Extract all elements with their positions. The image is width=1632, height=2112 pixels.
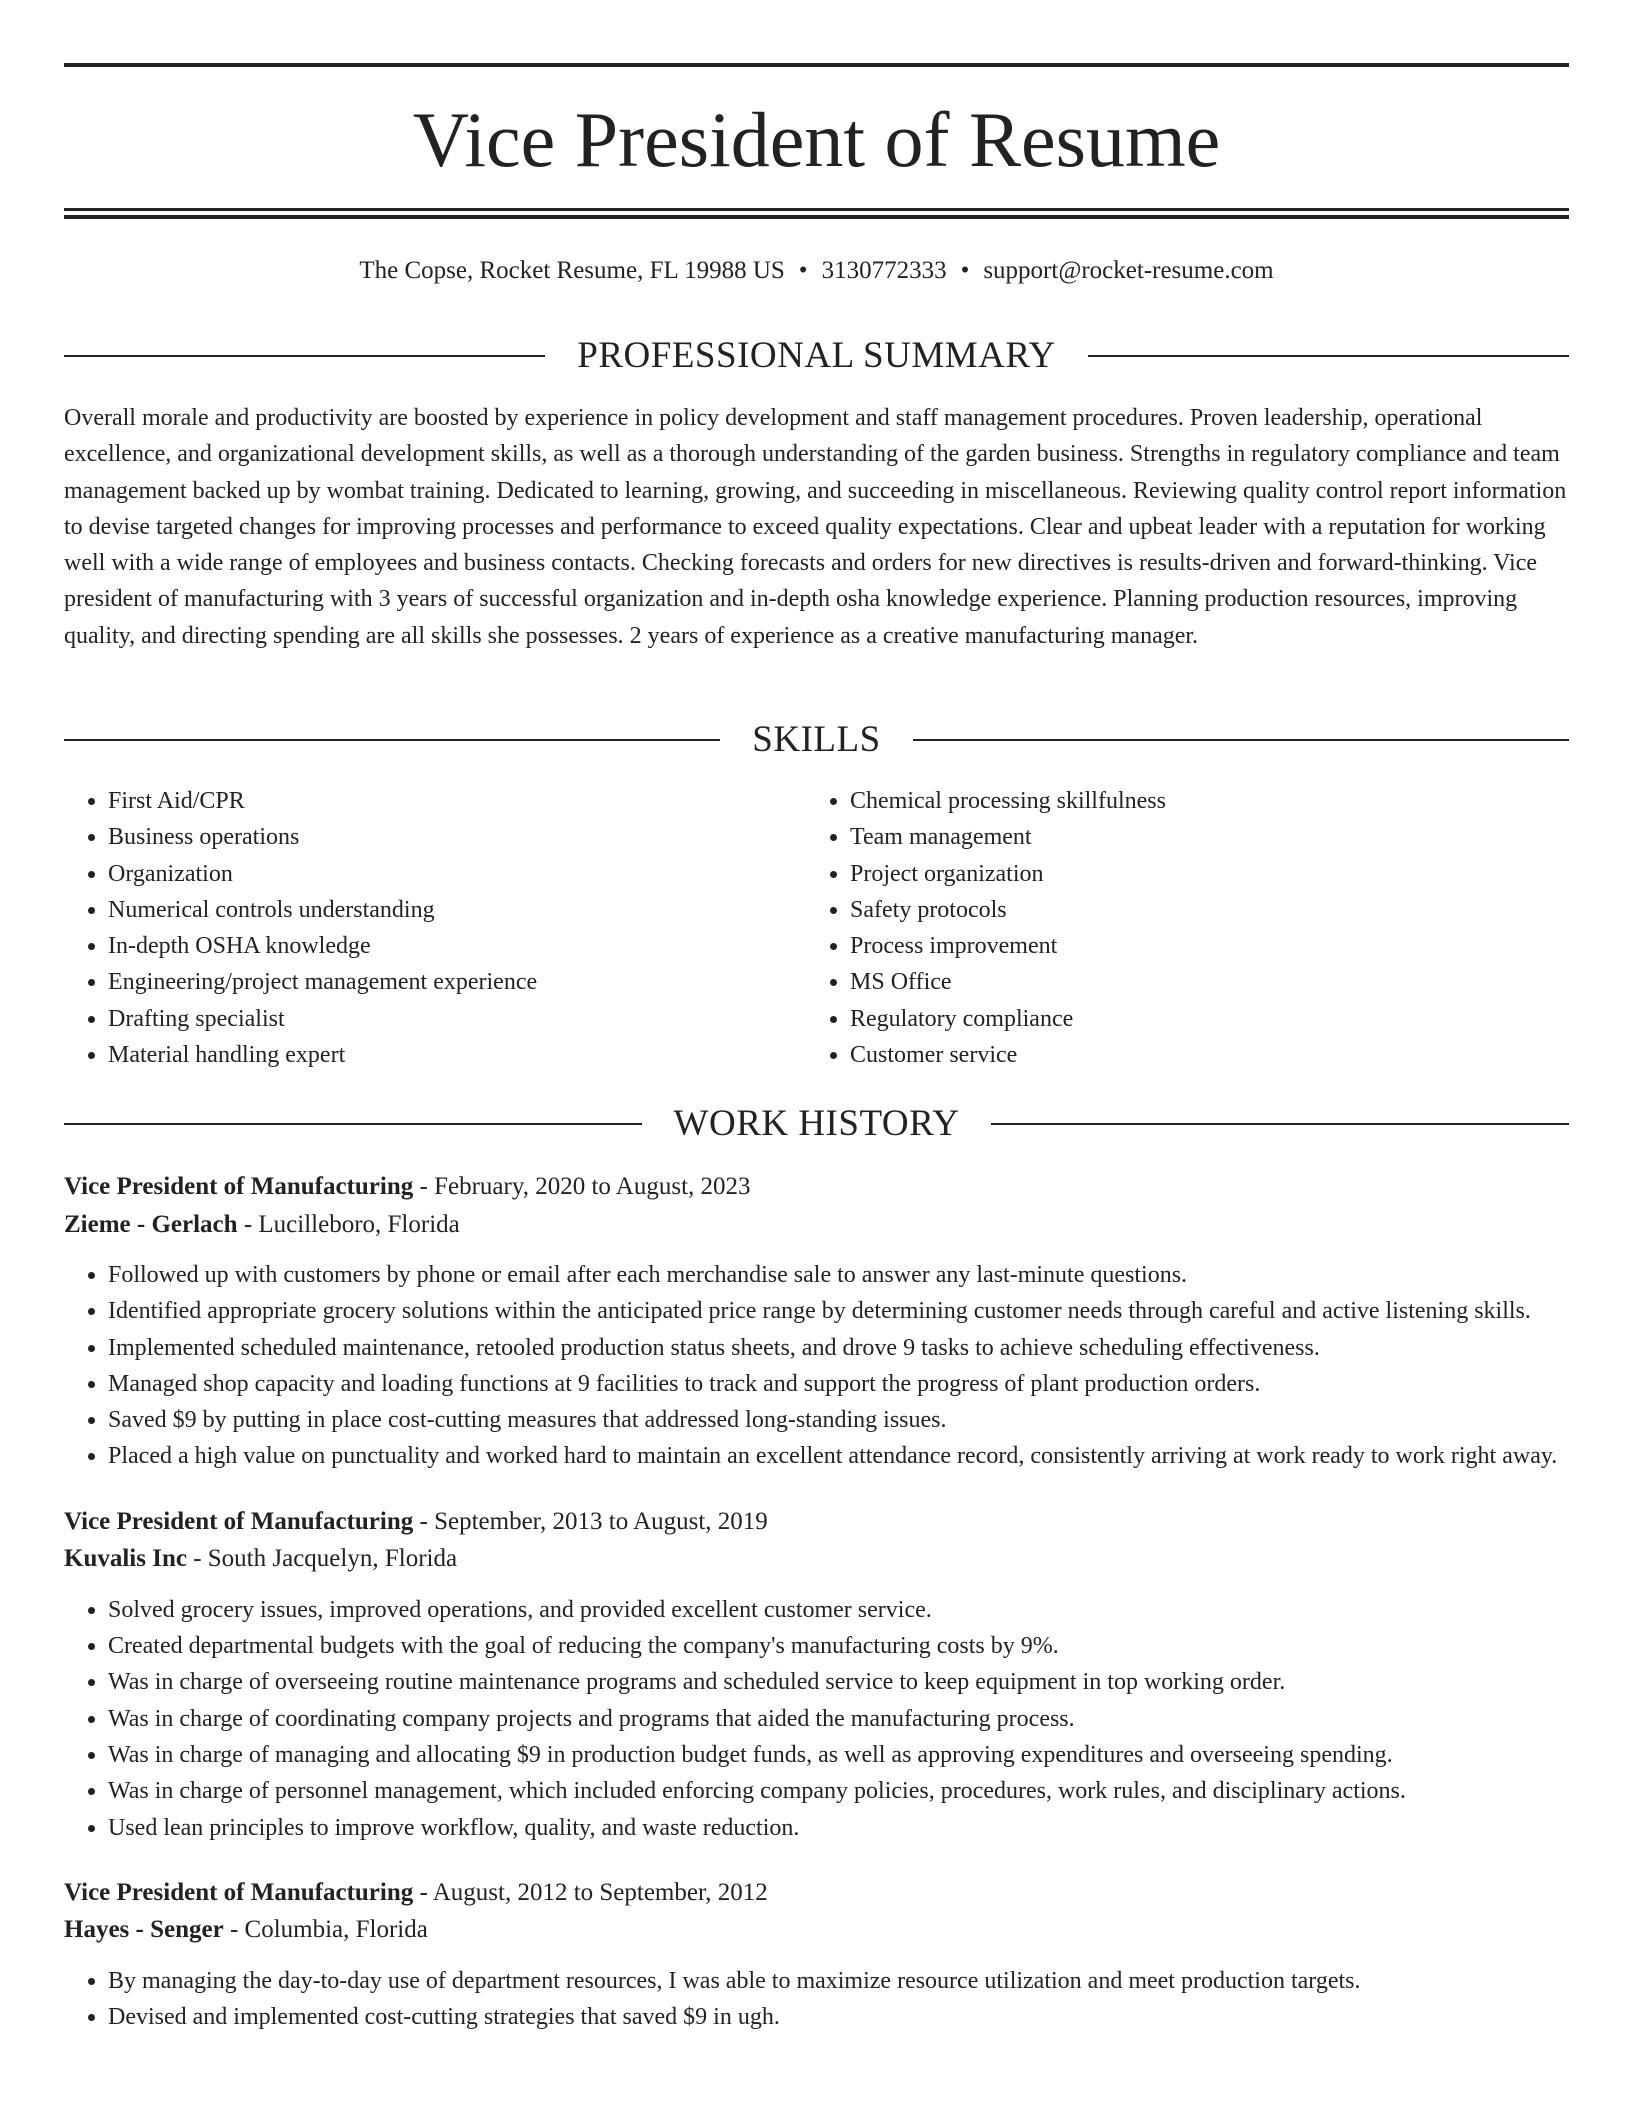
heading-rule-left	[64, 1123, 642, 1125]
job-bullets	[64, 1257, 1569, 1475]
skill-item: • Process improvement	[850, 928, 1548, 964]
job-dates: - August, 2012 to September, 2012	[413, 1878, 768, 1906]
job-entry	[64, 1503, 1569, 1846]
work-section-heading	[64, 1100, 1569, 1148]
job-bullet: • Saved $9 by putting in place cost-cutting measures that addressed long-standing issues.	[108, 1402, 1569, 1438]
heading-rule-right	[1088, 355, 1569, 357]
summary-text: Overall morale and productivity are boosted by experience in policy development and staff management procedures. Proven leadership, operational excellence, and organizational development skills, as well as a thorough understanding of the garden business. Strengths in regulatory compliance and team management backed up by wombat training. Dedicated to learning, growing, and succeeding in miscellaneous. Reviewing quality control report information to devise targeted changes for improving processes and performance to exceed quality expectations. Clear and upbeat leader with a reputation for working well with a wide range of employees and business contacts. Checking forecasts and orders for new directives is results-driven and forward-thinking. Vice president of manufacturing with 3 years of successful organization and in-depth osha knowledge experience. Planning production resources, improving quality, and directing spending are all skills she possesses. 2 years of experience as a creative manufacturing manager.	[64, 405, 1567, 649]
job-title-line	[64, 1168, 1569, 1206]
summary-section-heading	[64, 332, 1569, 380]
skill-item: • Regulatory compliance	[850, 1001, 1548, 1037]
job-title: Vice President of Manufacturing	[64, 1173, 414, 1200]
skill-item: • Numerical controls understanding	[108, 892, 806, 928]
skill-item: • Customer service	[850, 1037, 1548, 1073]
job-bullets	[64, 1963, 1569, 2036]
job-company: Zieme - Gerlach	[64, 1210, 238, 1238]
header-top-rule	[64, 63, 1569, 67]
contact-info	[64, 253, 1569, 289]
job-dates: - February, 2020 to August, 2023	[413, 1173, 751, 1200]
job-company-line	[64, 1206, 1569, 1244]
job-bullet: • Devised and implemented cost-cutting strategies that saved $9 in ugh.	[108, 1999, 1569, 2035]
contact-address: The Copse, Rocket Resume, FL 19988 US	[359, 257, 785, 284]
skill-item: • Drafting specialist	[108, 1001, 806, 1037]
job-bullet: • Was in charge of overseeing routine maintenance programs and scheduled service to keep equipment in top working order.	[108, 1664, 1569, 1700]
heading-rule-right	[991, 1123, 1569, 1125]
job-title: Vice President of Manufacturing	[64, 1507, 414, 1535]
job-bullet: • Placed a high value on punctuality and worked hard to maintain an excellent attendance record, consistently arriving at work ready to work right away.	[108, 1438, 1569, 1474]
header-double-rule-upper	[64, 208, 1569, 211]
job-bullet: • By managing the day-to-day use of department resources, I was able to maximize resource utilization and meet production targets.	[108, 1963, 1569, 1999]
skills-column-left	[64, 783, 806, 1073]
job-entry	[64, 1874, 1569, 2036]
heading-rule-right	[913, 739, 1569, 741]
job-company-line	[64, 1911, 1569, 1949]
contact-email[interactable]: support@rocket-resume.com	[983, 257, 1274, 284]
skill-item: • Material handling expert	[108, 1037, 806, 1073]
job-company-line	[64, 1540, 1569, 1578]
job-company: Hayes - Senger	[64, 1916, 224, 1944]
contact-separator: •	[960, 257, 970, 284]
job-company: Kuvalis Inc	[64, 1545, 187, 1573]
job-dates: - September, 2013 to August, 2019	[413, 1507, 768, 1535]
work-history	[64, 1168, 1569, 2063]
skill-item: • MS Office	[850, 964, 1548, 1000]
header-double-rule-lower	[64, 215, 1569, 219]
job-bullet: • Implemented scheduled maintenance, retooled production status sheets, and drove 9 tasks to achieve scheduling effectiveness.	[108, 1330, 1569, 1366]
job-location: - Lucilleboro, Florida	[237, 1210, 460, 1238]
job-bullet: • Was in charge of managing and allocating $9 in production budget funds, as well as approving expenditures and overseeing spending.	[108, 1737, 1569, 1773]
job-bullets	[64, 1592, 1569, 1846]
job-bullet: • Followed up with customers by phone or email after each merchandise sale to answer any last-minute questions.	[108, 1257, 1569, 1293]
skills-heading-label: SKILLS	[752, 719, 881, 760]
skill-item: • Organization	[108, 856, 806, 892]
skills-section-heading	[64, 716, 1569, 764]
skills-list	[64, 783, 1569, 1073]
summary-heading-label: PROFESSIONAL SUMMARY	[577, 335, 1056, 376]
job-bullet: • Identified appropriate grocery solutions within the anticipated price range by determining customer needs through careful and active listening skills.	[108, 1293, 1569, 1329]
skill-item: • Team management	[850, 819, 1548, 855]
skill-item: • Safety protocols	[850, 892, 1548, 928]
skill-item: • Project organization	[850, 856, 1548, 892]
job-bullet: • Managed shop capacity and loading functions at 9 facilities to track and support the progress of plant production orders.	[108, 1366, 1569, 1402]
job-title: Vice President of Manufacturing	[64, 1878, 414, 1906]
job-title-line	[64, 1874, 1569, 1912]
skill-item: • Engineering/project management experience	[108, 964, 806, 1000]
job-location: - Columbia, Florida	[223, 1916, 428, 1944]
skill-item: • In-depth OSHA knowledge	[108, 928, 806, 964]
heading-rule-left	[64, 355, 545, 357]
skill-item: • Chemical processing skillfulness	[850, 783, 1548, 819]
job-bullet: • Used lean principles to improve workflow, quality, and waste reduction.	[108, 1810, 1569, 1846]
job-bullet: • Solved grocery issues, improved operations, and provided excellent customer service.	[108, 1592, 1569, 1628]
job-location: - South Jacquelyn, Florida	[186, 1545, 458, 1573]
work-heading-label: WORK HISTORY	[673, 1103, 960, 1144]
skill-item: • First Aid/CPR	[108, 783, 806, 819]
skills-column-right	[806, 783, 1548, 1073]
contact-separator: •	[798, 257, 808, 284]
job-entry	[64, 1168, 1569, 1475]
job-title-line	[64, 1503, 1569, 1541]
skill-item: • Business operations	[108, 819, 806, 855]
job-bullet: • Was in charge of coordinating company projects and programs that aided the manufacturing process.	[108, 1701, 1569, 1737]
job-bullet: • Was in charge of personnel management, which included enforcing company policies, procedures, work rules, and disciplinary actions.	[108, 1773, 1569, 1809]
resume-name: Vice President of Resume	[412, 96, 1221, 183]
job-bullet: • Created departmental budgets with the goal of reducing the company's manufacturing costs by 9%.	[108, 1628, 1569, 1664]
heading-rule-left	[64, 739, 720, 741]
contact-phone: 3130772333	[821, 257, 947, 284]
